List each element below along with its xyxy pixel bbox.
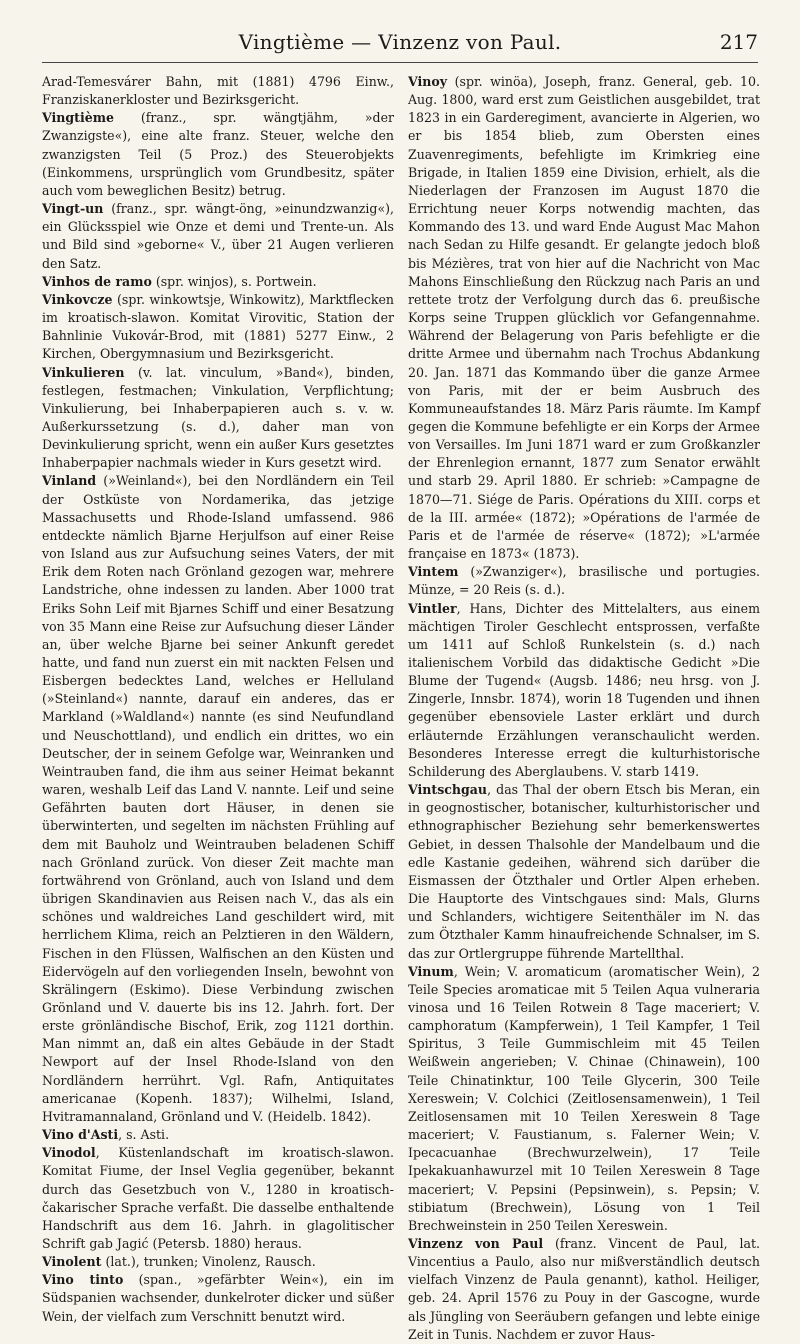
entry-headword: Vino d'Asti <box>42 1127 119 1143</box>
dictionary-entry <box>42 109 394 200</box>
dictionary-entry <box>408 73 760 563</box>
entry-text: (»Weinland«), bei den Nordländern ein Teil der Ostküste von Nordamerika, das jetzige Massachusetts und Rhode-Island umfassend. 986 entdeckte nämlich Bjarne Herjulfson auf einer Reise von Island aus zur Aufsuchung seines Vaters, der mit Erik dem Roten nach Grönland gezogen war, mehrere Landstriche, ohne indessen zu landen. Aber 1000 trat Eriks Sohn Leif mit Bjarnes Schiff und einer Besatzung von 35 Mann eine Reise zur Aufsuchung dieser Länder an, über welche Bjarne bei seiner Ankunft geredet hatte, und fand nun zuerst ein mit nackten Felsen und Eisbergen bedecktes Land, welches er Helluland (»Steinland«) nannte, darauf ein anderes, das er Markland (»Waldland«) nannte (es sind Neufundland und Neuschottland), und endlich ein drittes, wo ein Deutscher, der in seinem Gefolge war, Weinranken und Weintrauben fand, die ihm aus seiner Heimat bekannt waren, weshalb Leif das Land V. nannte. Leif und seine Gefährten bauten dort Häuser, in denen sie überwinterten, und segelten im nächsten Frühling auf dem mit Bauholz und Weintrauben beladenen Schiff nach Grönland zurück. Von dieser Zeit machte man fortwährend von Grönland, auch von Island und dem übrigen Skandinavien aus Reisen nach V., das als ein schönes und waldreiches Land geschildert wird, mit herrlichem Klima, reich an Pelztieren in den Wäldern, Fischen in den Flüssen, Walfischen an den Küsten und Eidervögeln auf den vorliegenden Inseln, bewohnt von Skrälingern (Eskimo). Diese Verbindung zwischen Grönland und V. dauerte bis ins 12. Jahrh. fort. Der erste grönländische Bischof, Erik, zog 1121 dorthin. Man nimmt an, daß ein altes Gebäude in der Stadt Newport auf der Insel Rhode-Island von den Nordländern herrührt. Vgl. Rafn, Antiquitates americanae (Kopenh. 1837); Wilhelmi, Island, Hvitramannaland, Grönland und V. (Heidelb. 1842). <box>42 473 394 1124</box>
entry-text: , s. Asti. <box>118 1127 170 1143</box>
entry-text: , das Thal der obern Etsch bis Meran, ein in geognostischer, botanischer, kulturhistorischer und ethnographischer Beziehung sehr bemerkenswertes Gebiet, in dessen Thalsohle der Mandelbaum und die edle Kastanie gedeihen, während sich darüber die Eismassen der Ötzthaler und Ortler Alpen erheben. Die Hauptorte des Vintschgaues sind: Mals, Glurns und Schlanders, wichtigere Seitenthäler im N. das zum Ötzthaler Kamm hinaufreichende Schnalser, im S. das zur Ortlergruppe führende Martellthal. <box>408 782 760 961</box>
dictionary-entry <box>42 364 394 473</box>
entry-text: (franz., spr. wängt-öng, »einundzwanzig«), ein Glücksspiel wie Onze et demi und Trente-un. Als und Bild sind »geborne« V., über 21 Augen verlieren den Satz. <box>42 201 394 271</box>
entry-headword: Vinodol <box>42 1145 96 1161</box>
entry-text: (lat.), trunken; Vinolenz, Rausch. <box>101 1254 316 1270</box>
page-number: 217 <box>719 30 758 54</box>
entry-text: (spr. winöa), Joseph, franz. General, geb. 10. Aug. 1800, ward erst zum Geistlichen ausgebildet, trat 1823 in ein Garderegiment, avancierte in Algerien, wo er bis 1854 blieb, zum Obersten eines Zuavenregiments, befehligte im Krimkrieg eine Brigade, in Italien 1859 eine Division, erhielt, als die Niederlagen der Franzosen im August 1870 die Errichtung neuer Korps notwendig machten, das Kommando des 13. und ward Ende August Mac Mahon nach Sedan zu Hilfe gesandt. Er gelangte jedoch bloß bis Mézières, trat von hier auf die Nachricht von Mac Mahons Einschließung den Rückzug nach Paris an und rettete trotz der Verfolgung durch das 6. preußische Korps seine Truppen glücklich vor Gefangennahme. Während der Belagerung von Paris befehligte er die dritte Armee und übernahm nach Trochus Abdankung 20. Jan. 1871 das Kommando über die ganze Armee von Paris, mit der er beim Ausbruch des Kommuneaufstandes 18. März Paris räumte. Im Kampf gegen die Kommune befehligte er ein Korps der Armee von Versailles. Im Juni 1871 ward er zum Großkanzler der Ehrenlegion ernannt, 1877 zum Senator erwählt und starb 29. April 1880. Er schrieb: »Campagne de 1870—71. Siége de Paris. Opérations du XIII. corps et de la III. armée« (1872); »Opérations de l'armée de Paris et de l'armée de réserve« (1872); »L'armée française en 1873« (1873). <box>408 74 760 562</box>
entry-headword: Vinzenz von Paul <box>408 1236 544 1251</box>
dictionary-entry <box>42 273 394 291</box>
dictionary-entry <box>408 781 760 963</box>
entry-text: (spr. winkowtsje, Winkowitz), Marktflecken im kroatisch-slawon. Komitat Virovitic, Station der Bahnlinie Vukovár-Brod, mit (1881) 5277 Einw., 2 Kirchen, Obergymnasium und Bezirksgericht. <box>42 291 394 362</box>
dictionary-entry <box>42 1271 394 1325</box>
entry-headword: Vinhos de ramo <box>42 273 152 289</box>
entry-headword: Vingtième <box>42 110 114 126</box>
dictionary-entry <box>42 472 394 1126</box>
dictionary-entry <box>408 563 760 599</box>
entry-headword: Vinum <box>408 963 454 979</box>
entry-text: , Küstenlandschaft im kroatisch-slawon. Komitat Fiume, der Insel Veglia gegenüber, bekannt durch das Gesetzbuch von V., 1280 in kroatisch-čakarischer Sprache verfaßt. Die dasselbe enthaltende Handschrift aus dem 16. Jahrh. in glagolitischer Schrift gab Jagić (Petersb. 1880) heraus. <box>42 1145 394 1251</box>
entry-headword: Vino tinto <box>42 1272 124 1288</box>
entry-headword: Vinkulieren <box>42 364 125 380</box>
entry-headword: Vintschgau <box>408 782 488 798</box>
entry-headword: Vintler <box>408 600 457 616</box>
left-column <box>42 73 394 1324</box>
dictionary-entry <box>42 1144 394 1253</box>
running-title: Vingtième — Vinzenz von Paul. <box>238 30 562 54</box>
entry-text: (»Zwanziger«), brasilische und portugies. Münze, = 20 Reis (s. d.). <box>408 564 760 598</box>
dictionary-entry <box>42 291 394 364</box>
entry-headword: Vintem <box>408 564 459 580</box>
dictionary-entry <box>42 1126 394 1144</box>
entry-headword: Vingt-un <box>42 201 104 217</box>
entry-headword: Vinoy <box>408 74 448 89</box>
entry-text: , Hans, Dichter des Mittelalters, aus einem mächtigen Tiroler Geschlecht entsprossen, verfaßte um 1411 auf Schloß Runkelstein (s. d.) nach italienischem Vorbild das didaktische Gedicht »Die Blume der Tugend« (Augsb. 1486; neu hrsg. von J. Zingerle, Innsbr. 1874), worin 18 Tugenden und ihnen gegenüber ebensoviele Laster erklärt und durch erläuternde Erzählungen veranschaulicht werden. Besonderes Interesse erregt die kulturhistorische Schilderung des Aberglaubens. V. starb 1419. <box>408 600 760 779</box>
entry-text: (franz., spr. wängtjähm, »der Zwanzigste«), eine alte franz. Steuer, welche den zwanzigsten Teil (5 Proz.) des Steuerobjekts (Einkommens, ursprünglich vom Grundbesitz, später auch vom beweglichen Besitz) betrug. <box>42 110 394 198</box>
running-header <box>42 28 758 63</box>
entry-text: , Wein; V. aromaticum (aromatischer Wein), 2 Teile Species aromaticae mit 5 Teilen Aqua vulneraria vinosa und 16 Teilen Rotwein 8 Tage maceriert; V. camphoratum (Kampferwein), 1 Teil Kampfer, 1 Teil Spiritus, 3 Teile Gummischleim mit 45 Teilen Weißwein angerieben; V. Chinae (Chinawein), 100 Teile Chinatinktur, 100 Teile Glycerin, 300 Teile Xereswein; V. Colchici (Zeitlosensamenwein), 1 Teil Zeitlosensamen mit 10 Teilen Xereswein 8 Tage maceriert; V. Faustianum, s. Falerner Wein; V. Ipecacuanhae (Brechwurzelwein), 17 Teile Ipekakuanhawurzel mit 10 Teilen Xereswein 8 Tage maceriert; V. Pepsini (Pepsinwein), s. Pepsin; V. stibiatum (Brechwein), Lösung von 1 Teil Brechweinstein in 250 Teilen Xereswein. <box>408 963 760 1233</box>
entry-headword: Vinland <box>42 473 97 489</box>
dictionary-entry <box>42 200 394 273</box>
dictionary-entry <box>408 600 760 782</box>
entry-text: (franz. Vincent de Paul, lat. Vincentius a Paulo, also nur mißverständlich deutsch vielfach Vinzenz de Paula genannt), kathol. Heiliger, geb. 24. April 1576 zu Pouy in der Gascogne, wurde als Jüngling von Seeräubern gefangen und lebte einige Zeit in Tunis. Nachdem er zuvor Haus- <box>408 1236 760 1342</box>
entry-headword: Vinkovcze <box>42 291 113 307</box>
dictionary-entry <box>42 1253 394 1271</box>
dictionary-entry <box>408 1235 760 1344</box>
dictionary-entry <box>408 963 760 1235</box>
dictionary-entry <box>42 73 394 109</box>
right-column <box>408 73 760 1342</box>
entry-headword: Vinolent <box>42 1254 102 1270</box>
entry-text: (span., »gefärbter Wein«), ein im Südspanien wachsender, dunkelroter dicker und süßer Wein, der vielfach zum Verschnitt benutzt wird. <box>42 1272 394 1324</box>
entry-text: Arad-Temesvárer Bahn, mit (1881) 4796 Einw., Franziskanerkloster und Bezirksgericht. <box>42 74 394 108</box>
entry-text: (v. lat. vinculum, »Band«), binden, festlegen, festmachen; Vinkulation, Verpflichtung; Vinkulierung, bei Inhaberpapieren auch s. v. w. Außerkurssetzung (s. d.), daher man von Devinkulierung spricht, wenn ein außer Kurs gesetztes Inhaberpapier nachmals wieder in Kurs gesetzt wird. <box>42 364 394 471</box>
entry-text: (spr. winjos), s. Portwein. <box>151 273 317 289</box>
